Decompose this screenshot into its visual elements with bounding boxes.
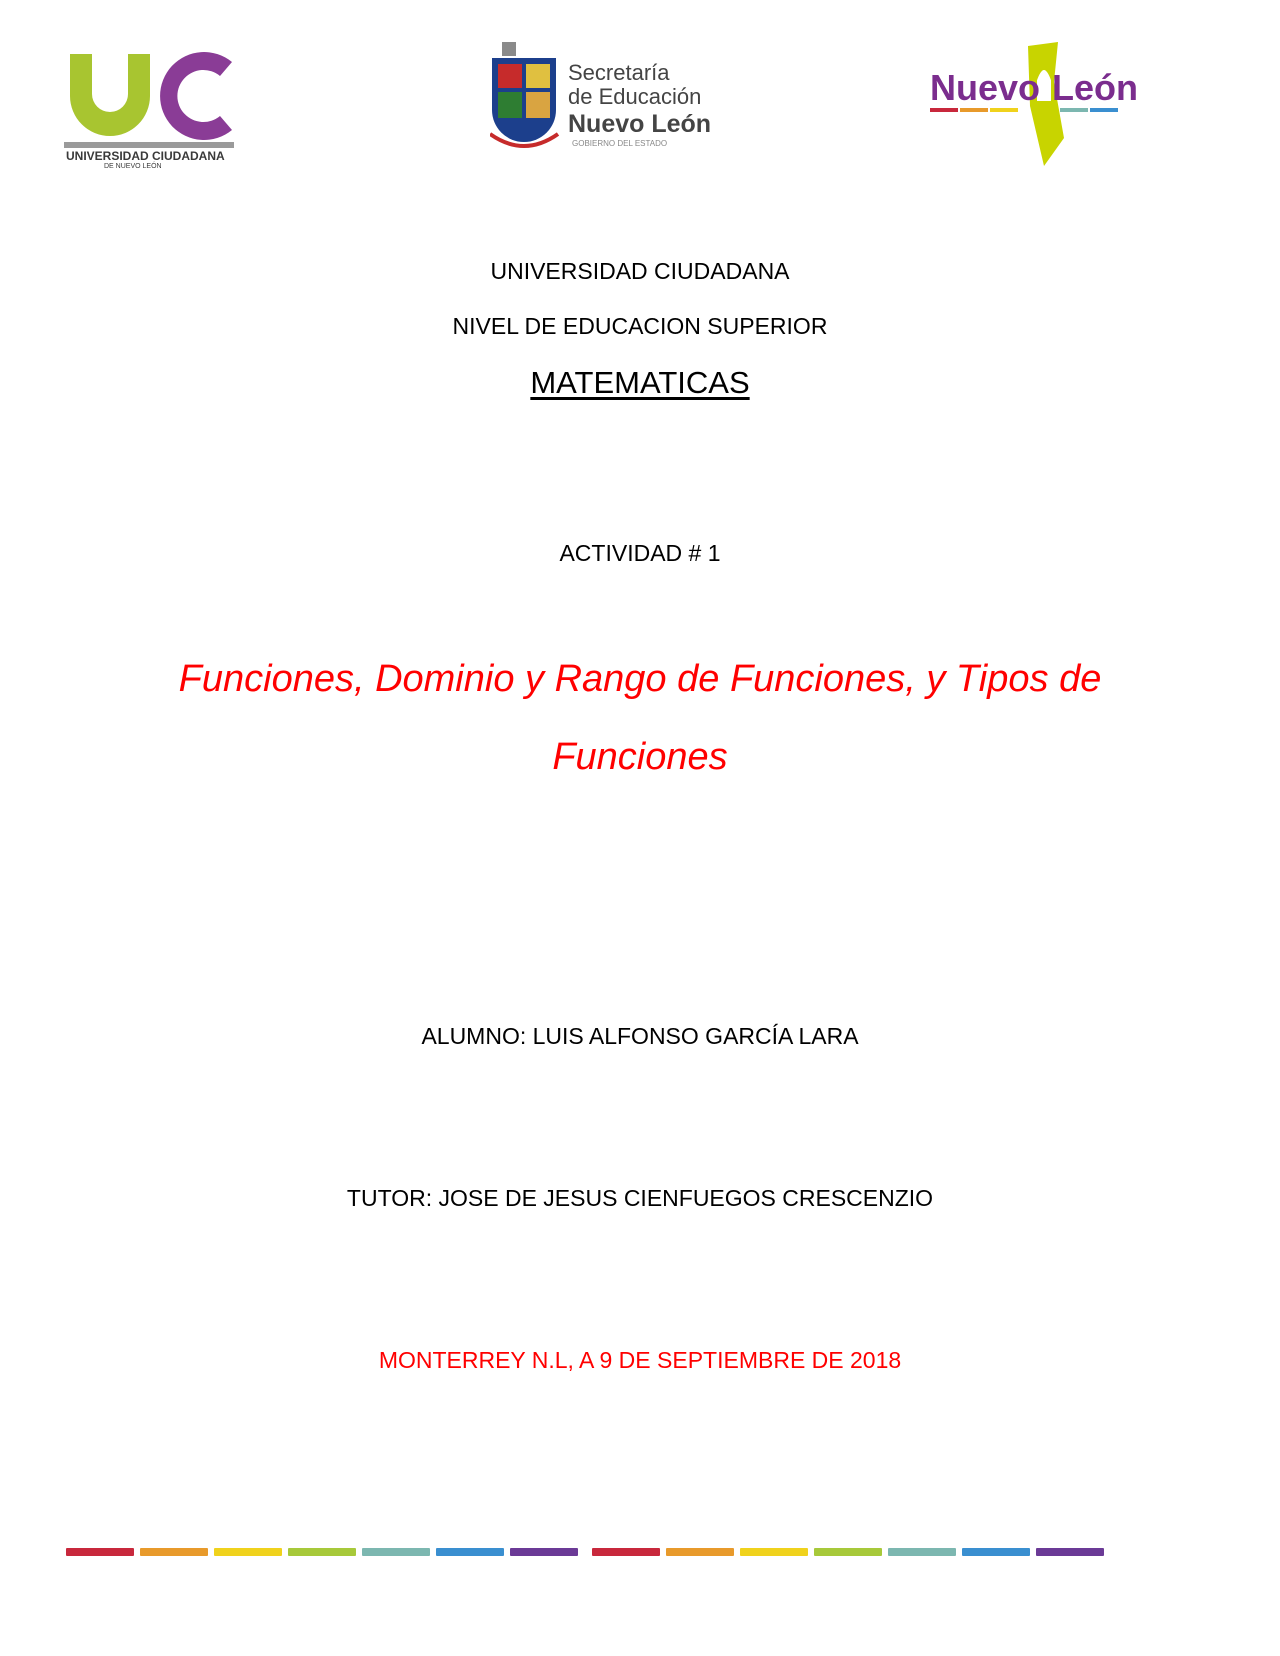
footer-stripe xyxy=(288,1548,356,1556)
svg-text:Nuevo León: Nuevo León xyxy=(568,110,712,138)
footer-stripe xyxy=(1036,1548,1104,1556)
footer-stripe xyxy=(962,1548,1030,1556)
footer-stripe xyxy=(666,1548,734,1556)
svg-text:León: León xyxy=(1052,67,1138,108)
student-name: ALUMNO: LUIS ALFONSO GARCÍA LARA xyxy=(421,1023,859,1049)
coat-of-arms-icon xyxy=(490,42,558,146)
footer-stripe xyxy=(140,1548,208,1556)
footer-stripe xyxy=(436,1548,504,1556)
secretaria-educacion-logo xyxy=(490,36,730,166)
education-level: NIVEL DE EDUCACION SUPERIOR xyxy=(452,313,828,339)
svg-text:Secretaría: Secretaría xyxy=(568,60,670,85)
tutor-name: TUTOR: JOSE DE JESUS CIENFUEGOS CRESCENZIO xyxy=(346,1185,934,1211)
footer-stripe xyxy=(510,1548,578,1556)
svg-text:DE NUEVO LEÓN: DE NUEVO LEÓN xyxy=(104,163,162,168)
svg-text:UNIVERSIDAD CIUDADANA: UNIVERSIDAD CIUDADANA xyxy=(66,149,225,163)
footer-stripe xyxy=(66,1548,134,1556)
footer-stripe xyxy=(214,1548,282,1556)
nuevo-leon-logo xyxy=(930,38,1140,173)
subject-title: MATEMATICAS xyxy=(530,365,750,400)
footer-stripe xyxy=(888,1548,956,1556)
footer-stripe xyxy=(362,1548,430,1556)
svg-text:de Educación: de Educación xyxy=(568,84,702,109)
activity-number: ACTIVIDAD # 1 xyxy=(559,540,721,566)
footer-stripe xyxy=(592,1548,660,1556)
university-name: UNIVERSIDAD CIUDADANA xyxy=(490,258,790,284)
svg-text:GOBIERNO DEL ESTADO: GOBIERNO DEL ESTADO xyxy=(572,139,668,148)
universidad-ciudadana-logo xyxy=(64,48,234,168)
footer-stripe xyxy=(740,1548,808,1556)
place-and-date: MONTERREY N.L, A 9 DE SEPTIEMBRE DE 2018 xyxy=(378,1347,902,1373)
footer-stripe xyxy=(814,1548,882,1556)
svg-text:Nuevo: Nuevo xyxy=(930,67,1041,108)
document-title: Funciones, Dominio y Rango de Funciones, y Tipos de Funciones xyxy=(178,658,1102,778)
